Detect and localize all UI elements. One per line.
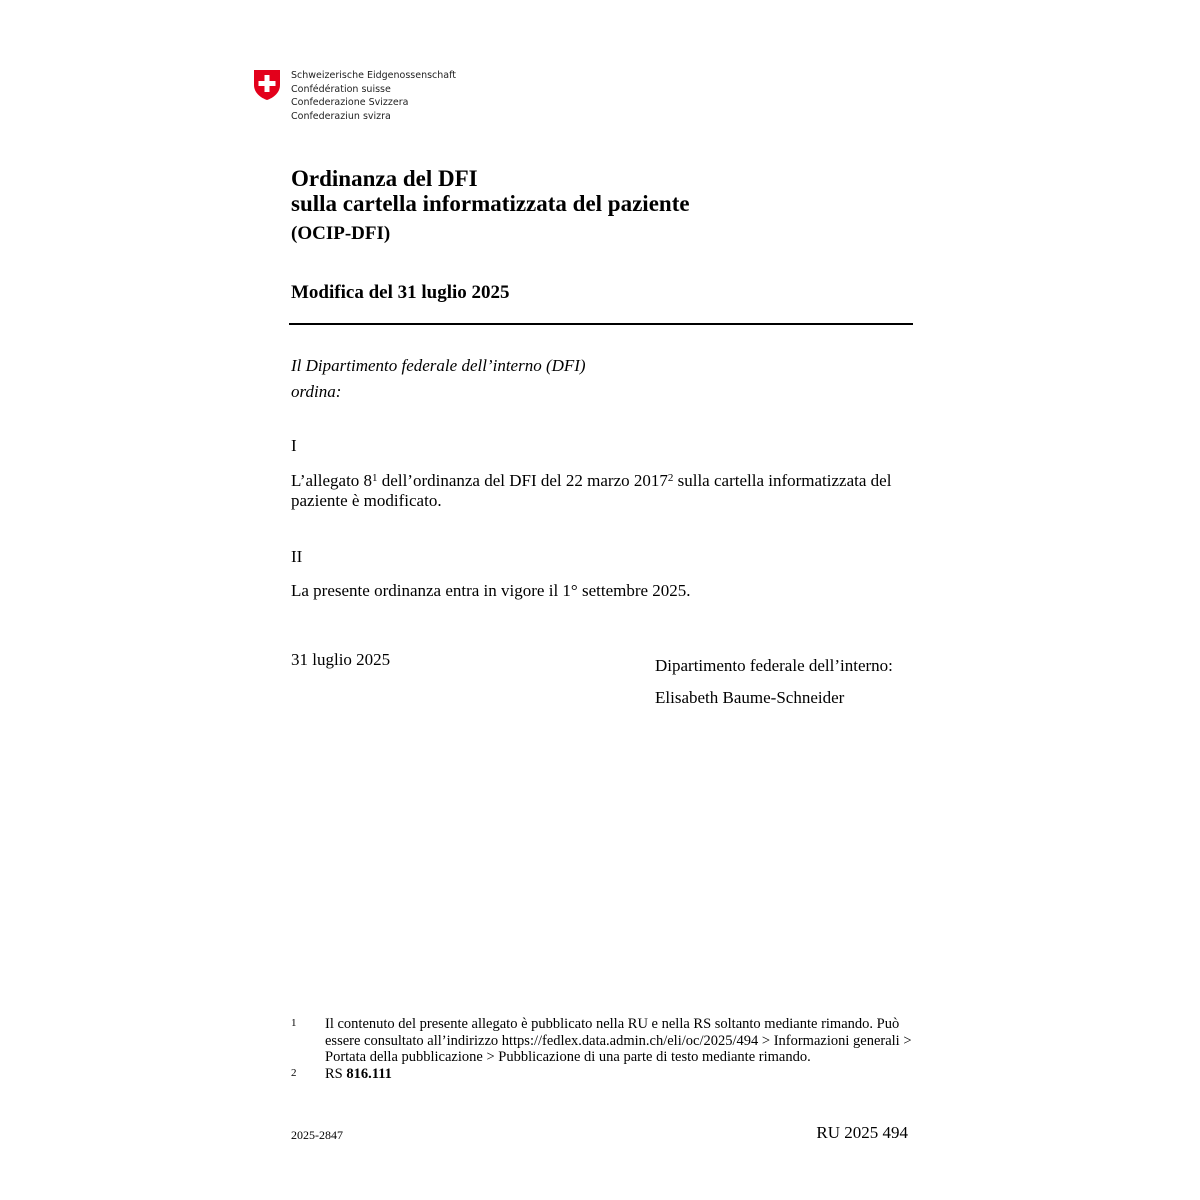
footnote-ref-2[interactable]: 2: [667, 472, 674, 484]
footnote-ref-1[interactable]: 1: [372, 472, 378, 484]
document-number: 2025-2847: [291, 1128, 343, 1142]
section-numeral-1: I: [291, 436, 297, 455]
signature-date: 31 luglio 2025: [291, 650, 391, 669]
section-1-text-part-3: sulla cartella informatizzata del paziente è modificato.: [291, 471, 892, 510]
confederation-names: [291, 69, 456, 123]
footnote-2: [291, 1066, 913, 1083]
section-1-text-part-1: L’allegato 8: [291, 471, 373, 490]
footnotes: [291, 1016, 913, 1082]
rs-number: 816.111: [346, 1065, 392, 1082]
signature-authority: Dipartimento federale dell’interno:: [655, 656, 893, 675]
confederation-name-it: Confederazione Svizzera: [291, 97, 409, 109]
footnote-number: 1: [291, 1017, 297, 1029]
swiss-coat-of-arms-icon: [253, 69, 281, 101]
footnote-number: 2: [291, 1066, 297, 1079]
title-line-1: Ordinanza del DFI: [291, 166, 478, 191]
footnote-text: [325, 1066, 913, 1083]
section-numeral-2: II: [291, 547, 303, 566]
footnote-1: [291, 1016, 913, 1066]
preamble: [291, 353, 586, 405]
preamble-line-1: Il Dipartimento federale dell’interno (DFI): [291, 356, 586, 375]
title-line-2: sulla cartella informatizzata del paziente: [291, 191, 690, 216]
document-title: [291, 166, 690, 216]
preamble-line-2: ordina:: [291, 382, 342, 401]
confederation-name-de: Schweizerische Eidgenossenschaft: [291, 70, 457, 81]
signature-block: [655, 650, 893, 714]
confederation-name-rm: Confederaziun svizra: [291, 110, 391, 122]
confederation-name-fr: Confédération suisse: [291, 83, 391, 95]
signature-name: Elisabeth Baume-Schneider: [655, 688, 845, 707]
title-abbreviation: (OCIP-DFI): [291, 223, 391, 244]
title-divider: [289, 323, 913, 325]
footnote-prefix: RS: [325, 1065, 347, 1082]
ru-reference: RU 2025 494: [816, 1123, 908, 1142]
footnote-text: Il contenuto del presente allegato è pubblicato nella RU e nella RS soltanto mediante rimando. Può essere consultato all’indirizzo https://fedlex.data.admin.ch/eli/oc/2025/494 > Informazioni generali > Portata della pubblicazione > Pubblicazione di una parte di testo mediante rimando.: [325, 1016, 912, 1065]
section-1-text: [291, 471, 913, 511]
amendment-heading: Modifica del 31 luglio 2025: [291, 282, 510, 303]
section-2-text: La presente ordinanza entra in vigore il 1° settembre 2025.: [291, 581, 691, 600]
section-1-text-part-2: dell’ordinanza del DFI del 22 marzo 2017: [377, 471, 668, 490]
